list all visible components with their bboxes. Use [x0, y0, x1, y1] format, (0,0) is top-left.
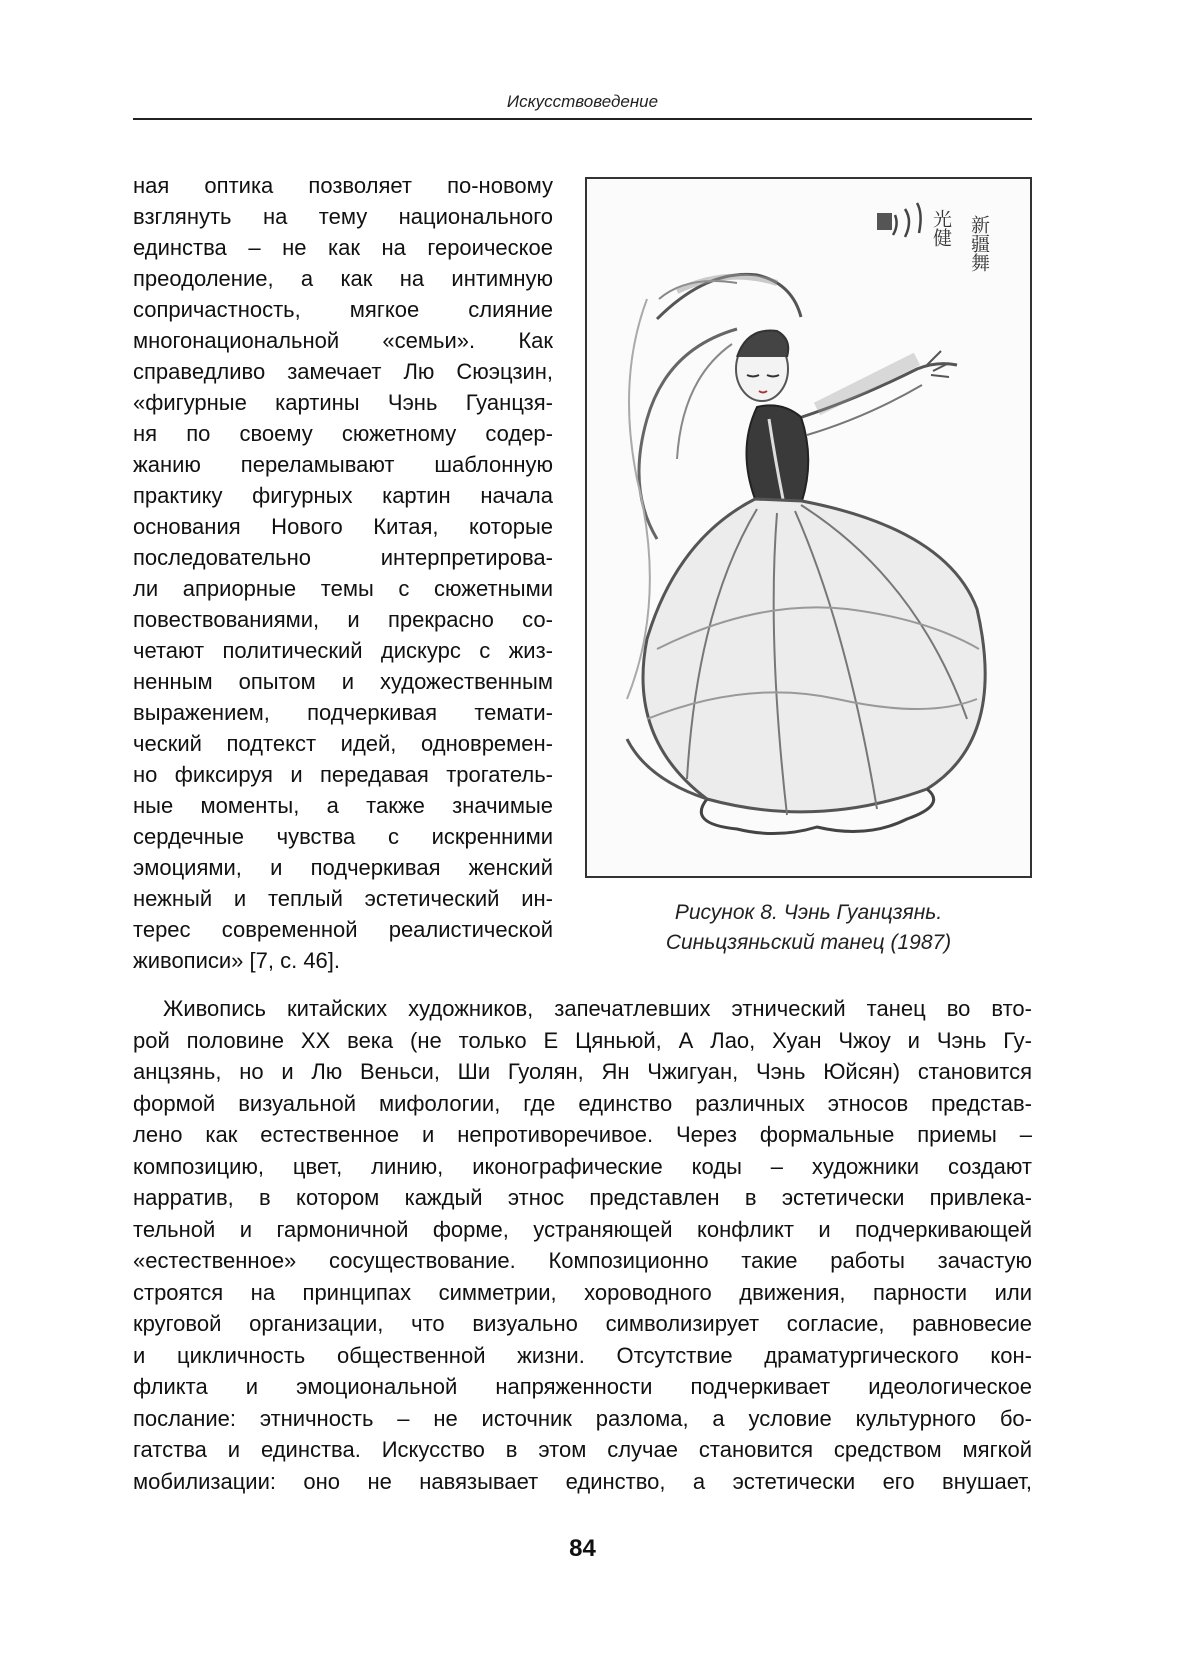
text-line: сердечные чувства с искренними — [133, 824, 553, 849]
header-rule — [133, 118, 1032, 120]
text-line: и цикличность общественной жизни. Отсутствие драматургического кон- — [133, 1342, 1032, 1368]
text-line: практику фигурных картин начала — [133, 483, 553, 508]
text-line: взглянуть на тему национального — [133, 204, 553, 229]
text-line: ли априорные темы с сюжетными — [133, 576, 553, 601]
svg-text:新疆舞: 新疆舞 — [968, 215, 990, 272]
text-line: «фигурные картины Чэнь Гуанцзя- — [133, 390, 553, 415]
text-line: анцзянь, но и Лю Веньси, Ши Гуолян, Ян Чжигуан, Чэнь Юйсян) становится — [133, 1059, 1032, 1084]
text-line: повествованиями, и прекрасно со- — [133, 607, 553, 632]
text-line: послание: этничность – не источник разлома, а условие культурного бо- — [133, 1405, 1032, 1431]
text-line: преодоление, а как на интимную — [133, 266, 553, 291]
calligraphy-inscription — [877, 203, 990, 272]
text-line: строятся на принципах симметрии, хороводного движения, парности или — [133, 1279, 1032, 1305]
text-line: терес современной реалистической — [133, 917, 553, 942]
text-line: ные моменты, а также значимые — [133, 793, 553, 818]
text-line: композицию, цвет, линию, иконографические коды – художники создают — [133, 1153, 1032, 1179]
text-line: фликта и эмоциональной напряженности подчеркивает идеологическое — [133, 1374, 1032, 1399]
text-line: живописи» [7, с. 46]. — [133, 948, 341, 973]
svg-text:光健: 光健 — [930, 209, 952, 247]
text-line: формой визуальной мифологии, где единство различных этносов представ- — [133, 1090, 1032, 1116]
text-line: основания Нового Китая, которые — [133, 514, 553, 539]
text-line: ческий подтекст идей, одновремен- — [133, 731, 553, 756]
text-line: нарратив, в котором каждый этнос представлен в эстетически привлека- — [133, 1185, 1032, 1210]
text-line: но фиксируя и передавая трогатель- — [133, 762, 553, 787]
text-line: круговой организации, что визуально символизирует согласие, равновесие — [133, 1311, 1032, 1336]
text-line: «естественное» сосуществование. Композиционно такие работы зачастую — [133, 1248, 1032, 1273]
text-line: Живопись китайских художников, запечатлевших этнический танец во вто- — [163, 996, 1032, 1021]
text-line: лено как естественное и непротиворечивое. Через формальные приемы – — [133, 1122, 1032, 1147]
text-line: жанию переламывают шаблонную — [133, 452, 553, 477]
text-line: многонациональной «семьи». Как — [133, 328, 553, 353]
text-line: четают политический дискурс с жиз- — [133, 638, 553, 663]
text-line: гатства и единства. Искусство в этом случае становится средством мягкой — [133, 1437, 1032, 1462]
full-width-paragraph — [133, 993, 1032, 1497]
text-line: ная оптика позволяет по-новому — [133, 173, 553, 198]
running-title: Искусствоведение — [506, 92, 659, 111]
text-line: последовательно интерпретирова- — [133, 545, 553, 570]
text-line: тельной и гармоничной форме, устраняющей конфликт и подчеркивающей — [133, 1216, 1032, 1242]
text-line: единства – не как на героическое — [133, 235, 553, 260]
dancer-ink-painting — [587, 179, 1030, 876]
text-line: эмоциями, и подчеркивая женский — [133, 855, 553, 880]
caption-line: Синьцзяньский танец (1987) — [665, 931, 952, 954]
text-line: мобилизации: оно не навязывает единство, а эстетически его внушает, — [133, 1468, 1032, 1494]
text-line: ня по своему сюжетному содер- — [133, 421, 553, 446]
page-number: 84 — [569, 1535, 596, 1562]
figure-caption — [585, 898, 1032, 958]
text-line: ненным опытом и художественным — [133, 669, 553, 694]
caption-line: Рисунок 8. Чэнь Гуанцзянь. — [674, 901, 943, 924]
text-line: выражением, подчеркивая темати- — [133, 700, 553, 725]
figure-image — [585, 177, 1032, 878]
text-line: рой половине XX века (не только Е Цяньюй, А Лао, Хуан Чжоу и Чэнь Гу- — [133, 1027, 1032, 1053]
text-line: справедливо замечает Лю Сюэцзин, — [133, 359, 553, 384]
text-line: сопричастность, мягкое слияние — [133, 297, 553, 322]
text-line: нежный и теплый эстетический ин- — [133, 886, 553, 911]
column-paragraph — [133, 170, 553, 976]
